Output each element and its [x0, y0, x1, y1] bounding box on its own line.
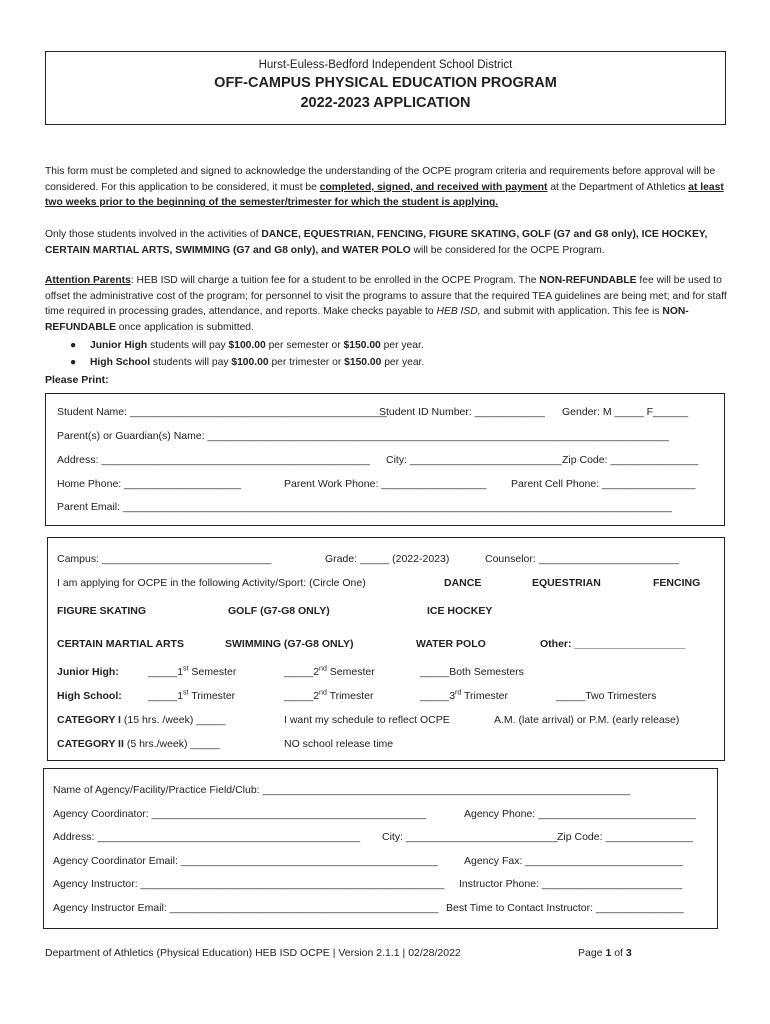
intro-p2-activities: DANCE, EQUESTRIAN, FENCING, FIGURE SKATING, GOLF (G7 and G8 only), ICE HOCKEY, CERTAIN MARTIAL ARTS, SWIMMING (G7 and G8 only), and WATER POLO — [45, 229, 708, 256]
hs-3rd-trimester-option[interactable] — [420, 690, 508, 702]
intro-p3-text-3: and submit with application. This fee is — [480, 306, 663, 318]
ordinal-number: 1 — [177, 690, 184, 702]
ordinal-suffix: nd — [319, 689, 327, 697]
sport-fencing[interactable]: FENCING — [653, 577, 701, 589]
fee-text: students will pay — [147, 340, 229, 351]
blank-line: _____ — [556, 690, 586, 702]
student-id-field[interactable]: Student ID Number: ____________ — [379, 406, 545, 418]
intro-paragraph-3 — [45, 273, 727, 336]
please-print-label: Please Print: — [45, 374, 109, 386]
ordinal-number: 1 — [177, 666, 184, 678]
agency-fax-field[interactable]: Agency Fax: ___________________________ — [464, 855, 683, 867]
agency-address-field[interactable]: Address: _____________________________________________ — [53, 831, 361, 843]
hs-1st-trimester-option[interactable] — [148, 690, 235, 702]
category-1-option[interactable] — [57, 714, 225, 726]
fee-amount: $150.00 — [344, 357, 382, 368]
intro-p3-text-4: once application is submitted. — [115, 322, 254, 334]
fee-list — [70, 337, 424, 371]
category-hours: (15 hrs. /week) _____ — [120, 714, 226, 726]
non-refundable-2: NON-REFUNDABLE — [45, 306, 689, 334]
payee-name: HEB ISD, — [436, 306, 481, 318]
fee-text: per trimester or — [268, 357, 345, 368]
sport-figure-skating[interactable]: FIGURE SKATING — [57, 605, 147, 617]
term-word: Semester — [188, 666, 237, 678]
fee-amount: $150.00 — [343, 340, 381, 351]
jh-2nd-semester-option[interactable] — [284, 666, 375, 678]
sport-other-field[interactable]: Other: ___________________ — [540, 638, 686, 650]
non-refundable-1: NON-REFUNDABLE — [539, 275, 637, 286]
intro-p1-text-2: at the Department of Athletics — [547, 181, 689, 193]
current-page: 1 — [605, 947, 612, 959]
instructor-phone-field[interactable]: Instructor Phone: ________________________ — [459, 878, 683, 890]
blank-line: _____ — [148, 666, 178, 678]
category-hours: (5 hrs./week) _____ — [123, 738, 220, 750]
schedule-reflect-label: I want my schedule to reflect OCPE — [284, 714, 450, 726]
parent-email-field[interactable]: Parent Email: ______________________________________________________________________________________________ — [57, 501, 672, 513]
intro-p1-text: This form must be completed and signed to acknowledge the understanding of the OCPE program criteria and requirements before approval will be considered. For this application to be considered, it must be — [45, 166, 716, 193]
term-word: Trimester — [326, 690, 374, 702]
ordinal-suffix: nd — [319, 665, 327, 673]
blank-line: _____ — [284, 690, 314, 702]
fee-level: Junior High — [90, 340, 148, 351]
district-name: Hurst-Euless-Bedford Independent School District — [258, 59, 513, 71]
fee-item-junior-high — [70, 337, 424, 354]
sport-dance[interactable]: DANCE — [444, 577, 482, 589]
form-title: OFF-CAMPUS PHYSICAL EDUCATION PROGRAM — [214, 75, 557, 91]
term-word: Trimester — [461, 690, 508, 702]
footer-text: Department of Athletics (Physical Education) HEB ISD OCPE | Version 2.1.1 | 02/28/2022 — [45, 947, 461, 959]
blank-line: _____ — [284, 666, 314, 678]
blank-line: _____ — [148, 690, 178, 702]
intro-p2-text-2: will be considered for the OCPE Program. — [410, 244, 605, 256]
no-release-option[interactable]: NO school release time — [284, 738, 394, 750]
form-subtitle: 2022-2023 APPLICATION — [300, 95, 471, 111]
attention-parents-label: Attention Parents — [45, 275, 131, 286]
sport-martial-arts[interactable]: CERTAIN MARTIAL ARTS — [57, 638, 184, 650]
ordinal-number: 3 — [449, 690, 456, 702]
sport-equestrian[interactable]: EQUESTRIAN — [532, 577, 601, 589]
page-word: Page — [578, 947, 606, 959]
agency-coordinator-field[interactable]: Agency Coordinator: _______________________________________________ — [53, 808, 427, 820]
best-time-field[interactable]: Best Time to Contact Instructor: _______________ — [446, 902, 684, 914]
cell-phone-field[interactable]: Parent Cell Phone: ________________ — [511, 478, 696, 490]
ordinal-number: 2 — [313, 690, 320, 702]
term-word: Both Semesters — [449, 666, 524, 678]
ordinal-suffix: rd — [455, 689, 462, 697]
blank-line: _____ — [420, 690, 450, 702]
coordinator-email-field[interactable]: Agency Coordinator Email: ____________________________________________ — [53, 855, 438, 867]
student-city-field[interactable]: City: __________________________ — [386, 454, 562, 466]
fee-text: students will pay — [150, 357, 232, 368]
category-2-option[interactable] — [57, 738, 220, 750]
jh-1st-semester-option[interactable] — [148, 666, 236, 678]
fee-amount: $100.00 — [228, 340, 266, 351]
home-phone-field[interactable]: Home Phone: ____________________ — [57, 478, 241, 490]
am-pm-option[interactable]: A.M. (late arrival) or P.M. (early release) — [494, 714, 680, 726]
category-label: CATEGORY II — [57, 738, 124, 750]
header-box — [45, 51, 726, 125]
bullet-icon: ● — [70, 357, 77, 368]
fee-text: per year. — [381, 357, 425, 368]
grade-field[interactable]: Grade: _____ (2022-2023) — [325, 553, 450, 565]
campus-field[interactable]: Campus: _____________________________ — [57, 553, 272, 565]
agency-phone-field[interactable]: Agency Phone: ___________________________ — [464, 808, 696, 820]
sport-golf[interactable]: GOLF (G7-G8 ONLY) — [228, 605, 330, 617]
student-zip-field[interactable]: Zip Code: _______________ — [562, 454, 699, 466]
fee-item-high-school — [70, 354, 424, 371]
blank-line: _____ — [420, 666, 450, 678]
student-name-field[interactable]: Student Name: ____________________________________________ — [57, 406, 387, 418]
term-word: Two Trimesters — [585, 690, 657, 702]
sport-swimming[interactable]: SWIMMING (G7-G8 ONLY) — [225, 638, 354, 650]
sport-ice-hockey[interactable]: ICE HOCKEY — [427, 605, 493, 617]
agency-name-field[interactable]: Name of Agency/Facility/Practice Field/Club: _______________________________________________________________ — [53, 784, 631, 796]
fee-text: per year. — [380, 340, 424, 351]
intro-p2-text: Only those students involved in the activities of — [45, 229, 262, 240]
work-phone-field[interactable]: Parent Work Phone: __________________ — [284, 478, 487, 490]
intro-p3-text-2: fee will be used to offset the administrative cost of the program; for personnel to visit the programs to assure that the required TEA guidelines are being met; and for staff time required in processing grades, attendance, and reports. Make checks payable to — [45, 275, 727, 318]
jh-both-semesters-option[interactable] — [420, 666, 524, 678]
category-label: CATEGORY I — [57, 714, 121, 726]
term-word: Trimester — [188, 690, 236, 702]
activity-prompt: I am applying for OCPE in the following Activity/Sport: (Circle One) — [57, 577, 366, 589]
intro-p1-emphasis: completed, signed, and received with payment — [319, 181, 548, 193]
total-pages: 3 — [625, 947, 632, 959]
agency-city-field[interactable]: City: __________________________ — [382, 831, 558, 843]
agency-instructor-field[interactable]: Agency Instructor: ____________________________________________________ — [53, 878, 445, 890]
ordinal-suffix: st — [183, 665, 189, 673]
agency-zip-field[interactable]: Zip Code: _______________ — [557, 831, 694, 843]
parent-name-field[interactable]: Parent(s) or Guardian(s) Name: _______________________________________________________________________________ — [57, 430, 669, 442]
ordinal-number: 2 — [313, 666, 320, 678]
high-school-label: High School: — [57, 690, 122, 702]
fee-level: High School — [90, 357, 151, 368]
hs-two-trimesters-option[interactable] — [556, 690, 656, 702]
intro-paragraph-2 — [45, 227, 727, 258]
term-word: Semester — [326, 666, 375, 678]
of-word: of — [611, 947, 626, 959]
instructor-email-field[interactable]: Agency Instructor Email: ______________________________________________ — [53, 902, 439, 914]
hs-2nd-trimester-option[interactable] — [284, 690, 374, 702]
fee-amount: $100.00 — [231, 357, 269, 368]
fee-text: per semester or — [265, 340, 344, 351]
intro-p1-deadline: at least two weeks prior to the beginning of the semester/trimester for which the student is applying. — [45, 181, 724, 209]
intro-paragraph-1 — [45, 164, 727, 211]
sport-water-polo[interactable]: WATER POLO — [416, 638, 486, 650]
page-number — [578, 947, 632, 959]
counselor-field[interactable]: Counselor: ________________________ — [485, 553, 679, 565]
intro-p3-text: : HEB ISD will charge a tuition fee for a student to be enrolled in the OCPE Program. The — [130, 275, 540, 286]
junior-high-label: Junior High: — [57, 666, 119, 678]
gender-field[interactable]: Gender: M _____ F______ — [562, 406, 689, 418]
bullet-icon: ● — [70, 340, 77, 351]
ordinal-suffix: st — [183, 689, 189, 697]
student-address-field[interactable]: Address: ______________________________________________ — [57, 454, 370, 466]
